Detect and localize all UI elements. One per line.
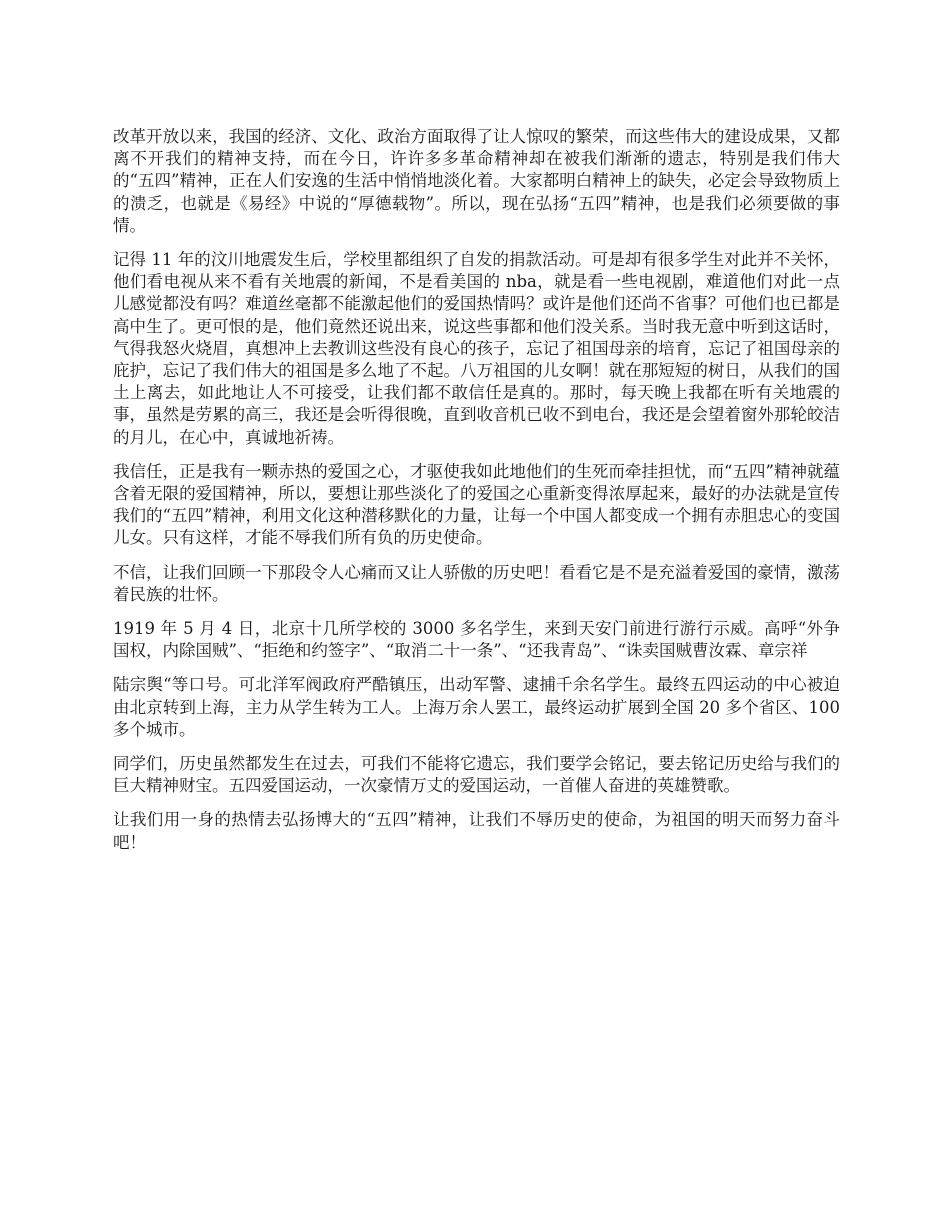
paragraph-4: 不信，让我们回顾一下那段令人心痛而又让人骄傲的历史吧！看看它是不是充溢着爱国的豪情，激荡着民族的壮怀。	[113, 562, 840, 604]
paragraph-6: 陆宗舆“等口号。可北洋军阀政府严酷镇压，出动军警、逮捕千余名学生。最终五四运动的中心被迫由北京转到上海，主力从学生转为工人。上海万余人罢工，最终运动扩展到全国 20 多个省区、100 多个城市。	[113, 675, 840, 739]
paragraph-5: 1919 年 5 月 4 日，北京十几所学校的 3000 多名学生，来到天安门前进行游行示威。高呼“外争国权，内除国贼”、“拒绝和约签字”、“取消二十一条”、“还我青岛”、“诛卖国贼曹汝霖、章宗祥	[113, 619, 840, 661]
document-body	[113, 126, 840, 866]
paragraph-2: 记得 11 年的汶川地震发生后，学校里都组织了自发的捐款活动。可是却有很多学生对此并不关怀，他们看电视从来不看有关地震的新闻，不是看美国的 nba，就是看一些电视剧，难道他们对此一点儿感觉都没有吗？难道丝毫都不能激起他们的爱国热情吗？或许是他们还尚不省事？可他们也已都是高中生了。更可恨的是，他们竟然还说出来，说这些事都和他们没关系。当时我无意中听到这话时，气得我怒火烧眉，真想冲上去教训这些没有良心的孩子，忘记了祖国母亲的培育，忘记了祖国母亲的庇护，忘记了我们伟大的祖国是多么地了不起。八万祖国的儿女啊！就在那短短的树日，从我们的国土上离去，如此地让人不可接受，让我们都不敢信任是真的。那时，每天晚上我都在听有关地震的事，虽然是劳累的高三，我还是会听得很晚，直到收音机已收不到电台，我还是会望着窗外那轮皎洁的月儿，在心中，真诚地祈祷。	[113, 250, 840, 447]
paragraph-8: 让我们用一身的热情去弘扬博大的“五四”精神，让我们不辱历史的使命，为祖国的明天而努力奋斗吧！	[113, 810, 840, 852]
paragraph-7: 同学们，历史虽然都发生在过去，可我们不能将它遗忘，我们要学会铭记，要去铭记历史给与我们的巨大精神财宝。五四爱国运动，一次豪情万丈的爱国运动，一首催人奋进的英雄赞歌。	[113, 754, 840, 796]
paragraph-1: 改革开放以来，我国的经济、文化、政治方面取得了让人惊叹的繁荣，而这些伟大的建设成果，又都离不开我们的精神支持，而在今日，许许多多革命精神却在被我们渐渐的遗志，特别是我们伟大的“五四”精神，正在人们安逸的生活中悄悄地淡化着。大家都明白精神上的缺失，必定会导致物质上的溃乏，也就是《易经》中说的“厚德载物”。所以，现在弘扬“五四”精神，也是我们必须要做的事情。	[113, 127, 840, 235]
paragraph-3: 我信任，正是我有一颗赤热的爱国之心，才驱使我如此地他们的生死而牵挂担忧，而“五四”精神就蕴含着无限的爱国精神，所以，要想让那些淡化了的爱国之心重新变得浓厚起来，最好的办法就是宣传我们的“五四”精神，利用文化这种潜移默化的力量，让每一个中国人都变成一个拥有赤胆忠心的变国儿女。只有这样，才能不辱我们所有负的历史使命。	[113, 461, 840, 548]
